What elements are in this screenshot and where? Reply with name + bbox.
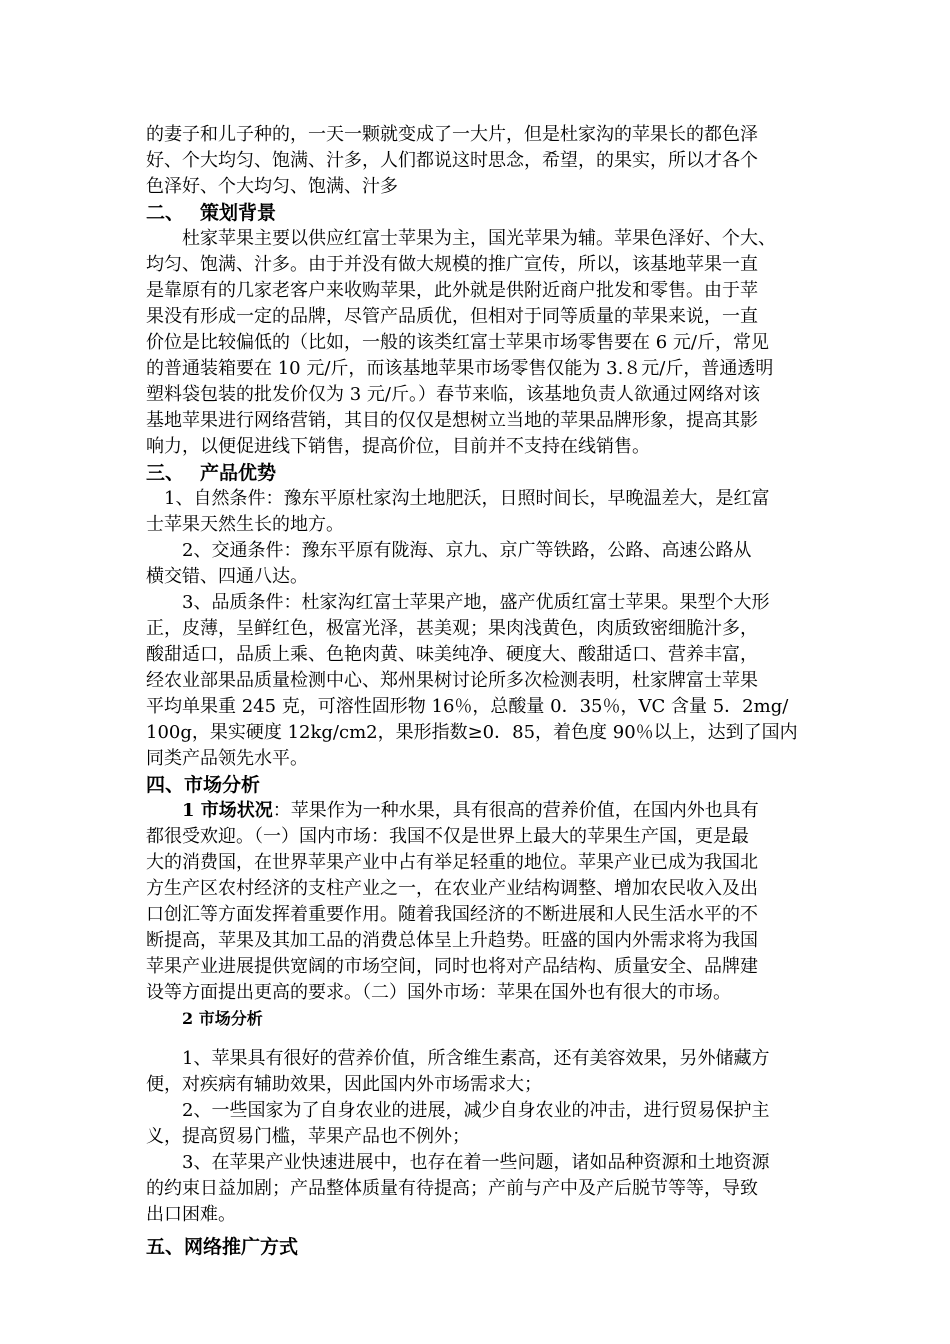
- document-page: [146, 122, 822, 1260]
- text-line: 义，提高贸易门槛，苹果产品也不例外；: [146, 1126, 470, 1147]
- text-line: 3、在苹果产业快速进展中，也存在着一些问题，诸如品种资源和土地资源: [182, 1152, 770, 1173]
- text-line: 断提高，苹果及其加工品的消费总体呈上升趋势。旺盛的国内外需求将为我国: [146, 930, 758, 951]
- product-advantage-quality: [146, 590, 822, 772]
- section-heading-online-promotion: 五、网络推广方式: [146, 1236, 299, 1258]
- text-line: 3、品质条件：杜家沟红富士苹果产地，盛产优质红富士苹果。果型个大形: [182, 592, 770, 613]
- market-status-paragraph: [146, 798, 822, 1006]
- text-line: 便，对疾病有辅助效果，因此国内外市场需求大；: [146, 1074, 542, 1095]
- text-line: 正，皮薄，呈鲜红色，极富光泽，甚美观；果肉浅黄色，肉质致密细脆汁多，: [146, 618, 758, 639]
- section-title: 产品优势: [200, 462, 277, 484]
- text-line: 设等方面提出更高的要求。（二）国外市场：苹果在国外也有很大的市场。: [146, 982, 731, 1003]
- market-point-2: [146, 1098, 822, 1150]
- text-line: 同类产品领先水平。: [146, 748, 308, 769]
- sub-heading-market-analysis: 2 市场分析: [182, 1009, 263, 1028]
- market-point-1: [146, 1046, 822, 1098]
- text-line: 2、交通条件：豫东平原有陇海、京九、京广等铁路，公路、高速公路从: [182, 540, 752, 561]
- text-line: 的普通装箱要在 10 元/斤，而该基地苹果市场零售仅能为 3.８元/斤，普通透明: [146, 358, 774, 379]
- text-line: 平均单果重 245 克，可溶性固形物 16％，总酸量 0．35％，VC 含量 5．2mg/: [146, 696, 789, 717]
- text-line: 果没有形成一定的品牌，尽管产品质优，但相对于同等质量的苹果来说，一直: [146, 306, 758, 327]
- product-advantage-transport: [146, 538, 822, 590]
- market-point-3: [146, 1150, 822, 1228]
- section-number: 二、: [146, 202, 185, 224]
- section-heading-product-advantages: [146, 460, 822, 486]
- section-title: 策划背景: [200, 202, 277, 224]
- text-line: 均匀、饱满、汁多。由于并没有做大规模的推广宣传，所以，该基地苹果一直: [146, 254, 758, 275]
- text-line: [146, 798, 822, 824]
- intro-paragraph: [146, 122, 822, 200]
- text-line: 经农业部果品质量检测中心、郑州果树讨论所多次检测表明，杜家牌富士苹果: [146, 670, 758, 691]
- text-line: 响力，以便促进线下销售，提高价位，目前并不支持在线销售。: [146, 436, 650, 457]
- text-line: 基地苹果进行网络营销，其目的仅仅是想树立当地的苹果品牌形象，提高其影: [146, 410, 758, 431]
- section-number: 三、: [146, 462, 185, 484]
- text-line: 横交错、四通八达。: [146, 566, 308, 587]
- text-line: 的约束日益加剧；产品整体质量有待提高；产前与产中及产后脱节等等，导致: [146, 1178, 758, 1199]
- planning-background-paragraph: [146, 226, 822, 460]
- text-line: 是靠原有的几家老客户来收购苹果，此外就是供附近商户批发和零售。由于苹: [146, 280, 758, 301]
- text-line: 出口困难。: [146, 1204, 236, 1225]
- text-line: 1、自然条件：豫东平原杜家沟土地肥沃，日照时间长，早晚温差大，是红富: [164, 488, 770, 509]
- text-line: 都很受欢迎。（一）国内市场：我国不仅是世界上最大的苹果生产国，更是最: [146, 826, 749, 847]
- text-line: 方生产区农村经济的支柱产业之一，在农业产业结构调整、增加农民收入及出: [146, 878, 758, 899]
- text-line: 1、苹果具有很好的营养价值，所含维生素高，还有美容效果，另外储藏方: [182, 1048, 770, 1069]
- text-line: 酸甜适口，品质上乘、色艳肉黄、味美纯净、硬度大、酸甜适口、营养丰富，: [146, 644, 758, 665]
- spacer: [146, 1032, 822, 1046]
- section-heading-market-analysis: 四、市场分析: [146, 774, 261, 796]
- text-line: 2、一些国家为了自身农业的进展，减少自身农业的冲击，进行贸易保护主: [182, 1100, 770, 1121]
- text-line: 色泽好、个大均匀、饱满、汁多: [146, 176, 398, 197]
- text-line: 苹果产业进展提供宽阔的市场空间，同时也将对产品结构、质量安全、品牌建: [146, 956, 758, 977]
- product-advantage-natural: [146, 486, 822, 538]
- text-line: 杜家苹果主要以供应红富士苹果为主，国光苹果为辅。苹果色泽好、个大、: [182, 228, 776, 249]
- text-line: 口创汇等方面发挥着重要作用。随着我国经济的不断进展和人民生活水平的不: [146, 904, 758, 925]
- text-line: 100g，果实硬度 12kg/cm2，果形指数≥0．85，着色度 90％以上，达到了国内: [146, 722, 798, 743]
- text-line: 士苹果天然生长的地方。: [146, 514, 344, 535]
- text-line: 塑料袋包装的批发价仅为 3 元/斤。）春节来临，该基地负责人欲通过网络对该: [146, 384, 760, 405]
- market-status-label: 1 市场状况: [182, 800, 273, 821]
- text-line: 大的消费国，在世界苹果产业中占有举足轻重的地位。苹果产业已成为我国北: [146, 852, 758, 873]
- section-heading-planning-background: [146, 200, 822, 226]
- text-line: 的妻子和儿子种的，一天一颗就变成了一大片，但是杜家沟的苹果长的都色泽: [146, 124, 758, 145]
- text-line: 价位是比较偏低的（比如，一般的该类红富士苹果市场零售要在 6 元/斤，常见: [146, 332, 769, 353]
- text-line: 好、个大均匀、饱满、汁多，人们都说这时思念，希望，的果实，所以才各个: [146, 150, 758, 171]
- market-status-text: ：苹果作为一种水果，具有很高的营养价值，在国内外也具有: [272, 800, 759, 821]
